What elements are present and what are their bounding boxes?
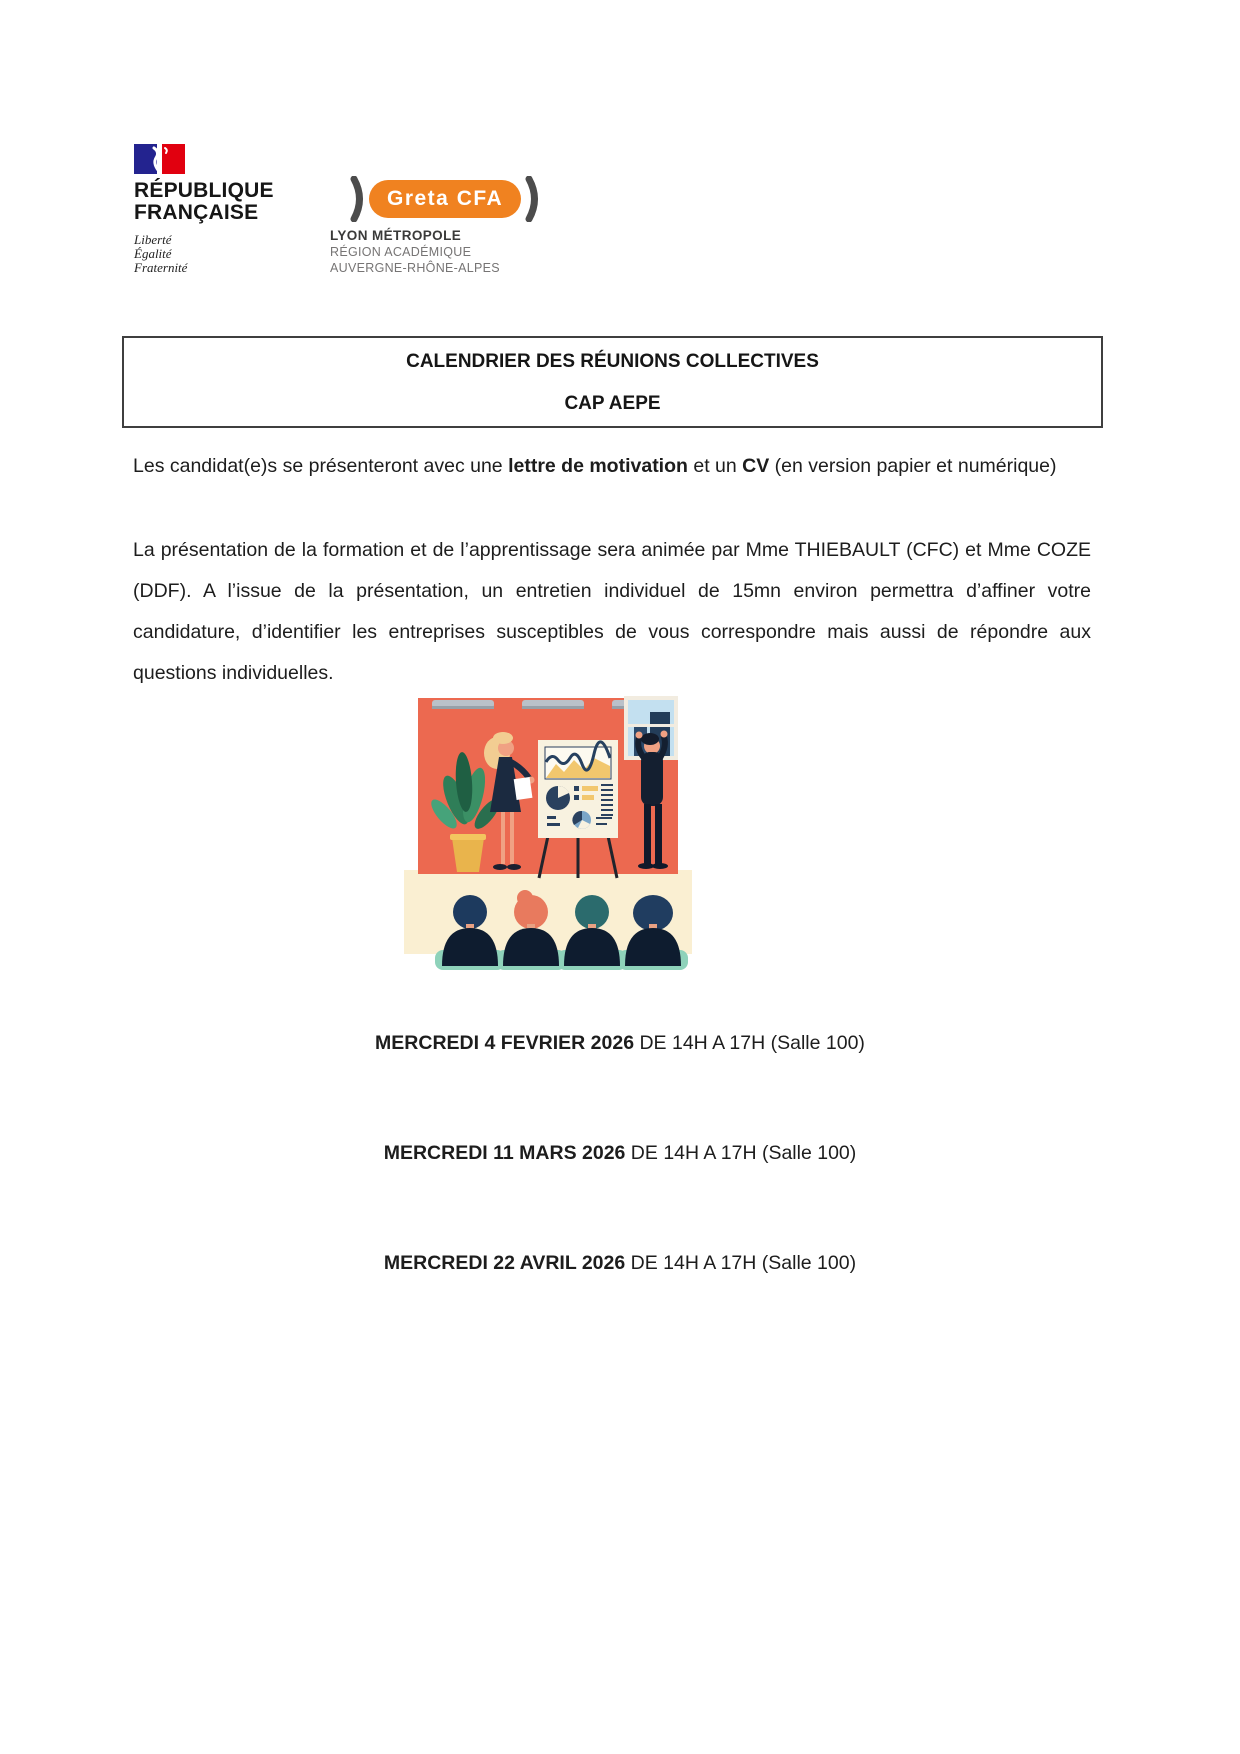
greta-sublines xyxy=(330,228,540,275)
meeting-date-1: MERCREDI 4 FEVRIER 2026 xyxy=(375,1032,635,1054)
intro-paragraph xyxy=(133,446,1091,487)
rf-wordmark-line1: RÉPUBLIQUE xyxy=(134,179,274,202)
rf-wordmark xyxy=(134,180,274,224)
intro-bold-lettre-motivation: lettre de motivation xyxy=(508,455,688,477)
rf-motto xyxy=(134,233,274,275)
meeting-details-2: DE 14H A 17H (Salle 100) xyxy=(625,1142,857,1164)
intro-text-2: et un xyxy=(687,455,743,477)
greta-region-line2: RÉGION ACADÉMIQUE xyxy=(330,245,472,259)
rf-motto-line2: Égalité xyxy=(134,246,172,261)
rf-wordmark-line2: FRANÇAISE xyxy=(134,201,259,224)
meeting-date-3: MERCREDI 22 AVRIL 2026 xyxy=(383,1252,626,1274)
rf-motto-line3: Fraternité xyxy=(134,260,188,275)
greta-cfa-logo xyxy=(330,176,540,275)
description-paragraph: La présentation de la formation et de l’apprentissage sera animée par Mme THIEBAULT (CFC) et Mme COZE (DDF). A l’issue de la présentation, un entretien individuel de 15mn environ permettra d’affiner votre candidature, d’identifier les entreprises susceptibles de vous correspondre mais aussi de répondre aux questions individuelles. xyxy=(133,539,1091,684)
greta-brand-pill: Greta CFA xyxy=(369,180,521,218)
meeting-date-row-2 xyxy=(0,1142,1240,1165)
document-subtitle: CAP AEPE xyxy=(564,393,661,414)
meeting-date-2: MERCREDI 11 MARS 2026 xyxy=(383,1142,626,1164)
meeting-details-1: DE 14H A 17H (Salle 100) xyxy=(634,1032,865,1054)
meeting-details-3: DE 14H A 17H (Salle 100) xyxy=(625,1252,857,1274)
rf-motto-line1: Liberté xyxy=(134,232,172,247)
greta-region-line1: LYON MÉTROPOLE xyxy=(330,228,462,243)
meeting-date-row-1 xyxy=(0,1032,1240,1055)
republique-francaise-logo xyxy=(134,144,274,275)
title-box xyxy=(122,336,1103,428)
presentation-illustration xyxy=(398,640,698,985)
logo-right-bracket-icon xyxy=(525,176,540,222)
meeting-date-row-3 xyxy=(0,1252,1240,1275)
greta-region-line3: AUVERGNE-RHÔNE-ALPES xyxy=(330,261,500,275)
greta-pill-row xyxy=(350,176,540,222)
logo-left-bracket-icon xyxy=(350,176,365,222)
document-title: CALENDRIER DES RÉUNIONS COLLECTIVES xyxy=(406,351,819,372)
french-flag-icon xyxy=(134,144,186,174)
intro-text-3: (en version papier et numérique) xyxy=(769,455,1057,477)
intro-text-1: Les candidat(e)s se présenteront avec une xyxy=(133,455,509,477)
intro-bold-cv: CV xyxy=(742,455,770,477)
